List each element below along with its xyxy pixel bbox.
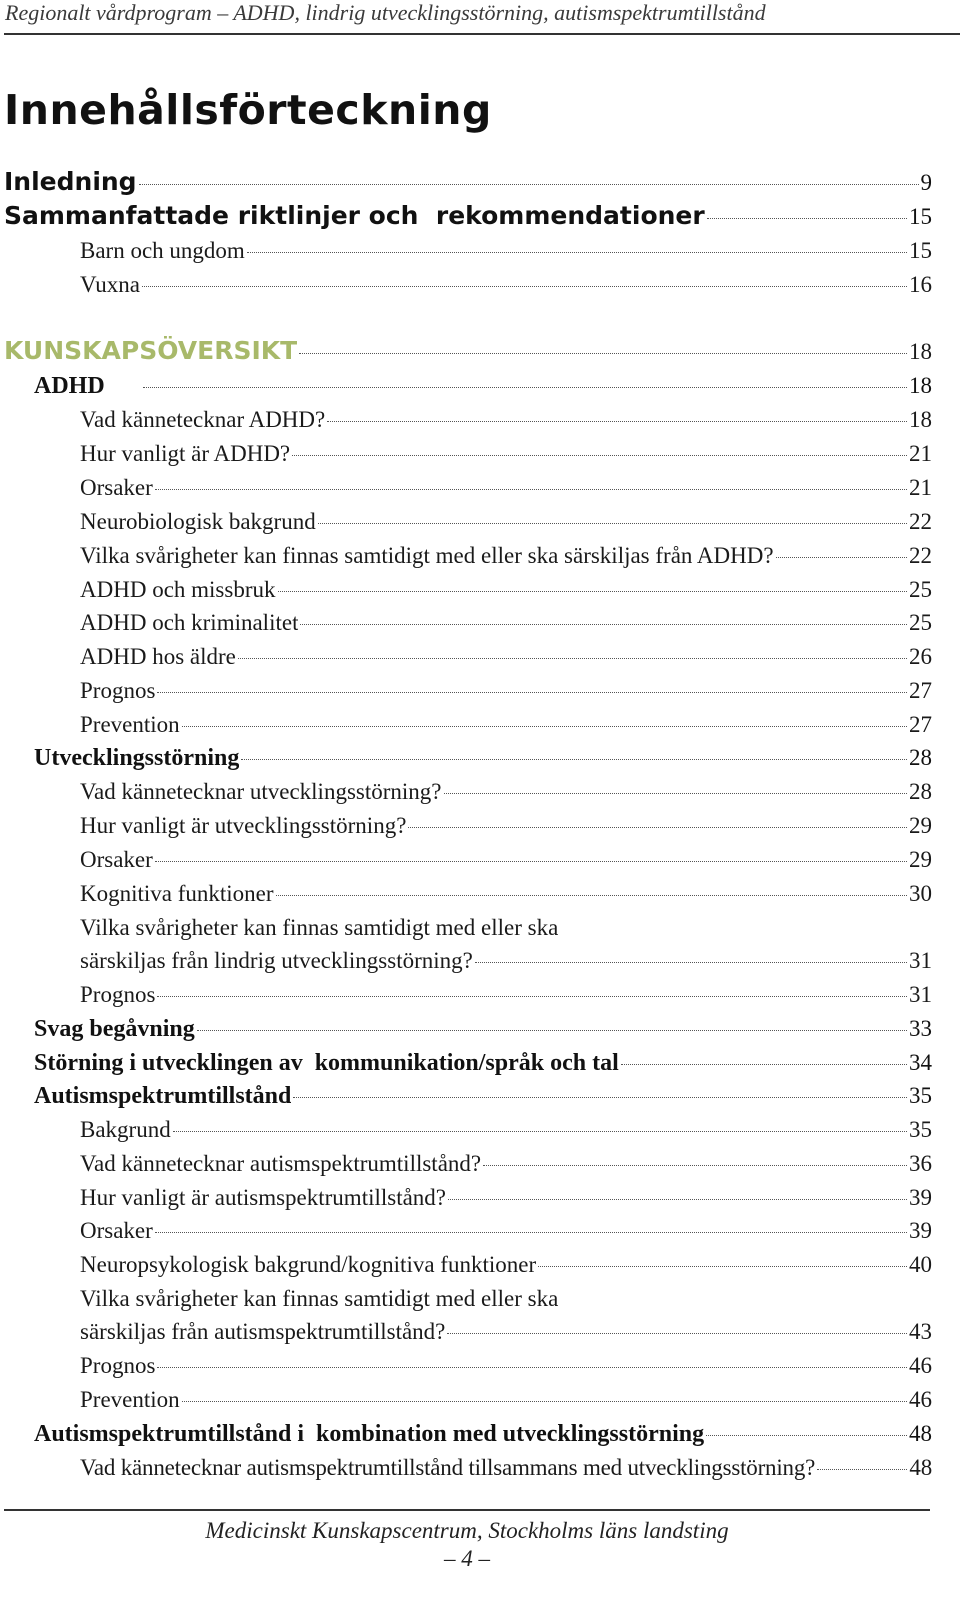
toc-entry-label-line1[interactable]: Vilka svårigheter kan finnas samtidigt med eller ska (80, 1286, 559, 1311)
toc-entry[interactable] (80, 1317, 932, 1347)
toc-entry-label: Vilka svårigheter kan finnas samtidigt med eller ska särskiljas från ADHD? (80, 543, 774, 568)
dot-leader (483, 1165, 907, 1166)
toc-entry[interactable] (80, 1183, 932, 1213)
toc-entry[interactable] (80, 1351, 932, 1381)
toc-entry-label: Kognitiva funktioner (80, 881, 274, 906)
toc-entry-label: Orsaker (80, 1218, 153, 1243)
toc-entry[interactable] (80, 405, 932, 435)
toc-entry-label: Orsaker (80, 847, 153, 872)
dot-leader (139, 184, 919, 185)
toc-entry-label: Barn och ungdom (80, 238, 245, 263)
page-number: – 4 – (444, 1546, 490, 1571)
toc-entry[interactable] (80, 1149, 932, 1179)
dot-leader (327, 421, 907, 422)
dot-leader (318, 523, 907, 524)
toc-entry-page: 46 (909, 1387, 932, 1412)
footer-organization: Medicinskt Kunskapscentrum, Stockholms läns landsting (205, 1518, 729, 1543)
toc-entry-page: 34 (909, 1050, 932, 1075)
toc-entry-page: 28 (909, 779, 932, 804)
toc-entry-label: Vad kännetecknar ADHD? (80, 407, 326, 432)
toc-entry-page: 21 (909, 475, 932, 500)
toc-entry-label: Neurobiologisk bakgrund (80, 509, 316, 534)
toc-entry-label: Autismspektrumtillstånd (34, 1083, 292, 1109)
toc-entry-page: 31 (909, 982, 932, 1007)
toc-entry-page: 36 (909, 1151, 932, 1176)
toc-entry[interactable] (34, 1048, 932, 1078)
toc-entry-page: 28 (909, 745, 932, 770)
toc-entry[interactable] (34, 1014, 932, 1044)
toc-entry[interactable] (80, 845, 932, 875)
toc-entry-page: 48 (909, 1455, 932, 1480)
toc-entry[interactable] (80, 710, 932, 740)
toc-entry-page: 33 (909, 1016, 932, 1041)
toc-entry-page: 25 (909, 577, 932, 602)
toc-entry-page: 46 (909, 1353, 932, 1378)
toc-entry-page: 26 (909, 644, 932, 669)
toc-entry-label: Neuropsykologisk bakgrund/kognitiva funktioner (80, 1252, 537, 1277)
dot-leader (157, 1367, 907, 1368)
dot-leader (197, 1030, 907, 1031)
dot-leader (447, 1333, 907, 1334)
toc-entry-page: 35 (909, 1083, 932, 1108)
toc-entry[interactable] (80, 777, 932, 807)
toc-entry-label: Svag begåvning (34, 1016, 195, 1042)
dot-leader (182, 726, 907, 727)
dot-leader (817, 1469, 907, 1470)
toc-entry-label: Inledning (4, 167, 137, 196)
toc-entry-page: 15 (909, 204, 932, 229)
toc-entry-label: särskiljas från lindrig utvecklingsstörning? (80, 948, 473, 973)
toc-entry-label: Vad kännetecknar utvecklingsstörning? (80, 779, 442, 804)
toc-entry-page: 40 (909, 1252, 932, 1277)
toc-entry-page: 43 (909, 1319, 932, 1344)
toc-entry[interactable] (80, 1385, 932, 1415)
page-title: Innehållsförteckning (4, 86, 492, 134)
toc-entry[interactable] (80, 439, 932, 469)
toc-entry-page: 16 (909, 272, 932, 297)
toc-entry[interactable] (34, 743, 932, 773)
toc-entry-label: Autismspektrumtillstånd i kombination med utvecklingsstörning (34, 1421, 705, 1447)
toc-entry-label: Hur vanligt är ADHD? (80, 441, 291, 466)
dot-leader (155, 489, 907, 490)
toc-entry-page: 27 (909, 712, 932, 737)
toc-entry-label: Prognos (80, 678, 156, 703)
dot-leader (538, 1266, 907, 1267)
toc-entry-page: 30 (909, 881, 932, 906)
toc-entry-label: Vad kännetecknar autismspektrumtillstånd? (80, 1151, 482, 1176)
toc-entry-label-line1[interactable]: Vilka svårigheter kan finnas samtidigt med eller ska (80, 915, 559, 940)
toc-entry-label: Orsaker (80, 475, 153, 500)
dot-leader (706, 1435, 907, 1436)
toc-entry[interactable] (80, 608, 932, 638)
toc-entry[interactable] (80, 980, 932, 1010)
toc-entry-label: KUNSKAPSÖVERSIKT (4, 336, 298, 365)
toc-entry-label: Prevention (80, 712, 180, 737)
toc-entry[interactable] (80, 946, 932, 976)
dot-leader (173, 1131, 907, 1132)
toc-entry-label: ADHD (34, 373, 105, 399)
toc-entry-page: 18 (909, 407, 932, 432)
toc-entry-label: Hur vanligt är autismspektrumtillstånd? (80, 1185, 447, 1210)
dot-leader (292, 455, 907, 456)
toc-entry-page: 9 (920, 170, 932, 195)
toc-entry[interactable] (80, 1115, 932, 1145)
toc-entry-page: 35 (909, 1117, 932, 1142)
dot-leader (293, 1097, 907, 1098)
dot-leader (155, 861, 907, 862)
toc-entry-page: 18 (909, 373, 932, 398)
dot-leader (247, 252, 907, 253)
toc-entry-page: 18 (909, 339, 932, 364)
dot-leader (241, 759, 907, 760)
toc-entry[interactable] (80, 473, 932, 503)
toc-entry[interactable] (80, 642, 932, 672)
dot-leader (143, 387, 907, 388)
dot-leader (278, 591, 908, 592)
footer-divider (4, 1509, 930, 1511)
dot-leader (621, 1064, 907, 1065)
toc-entry-label: särskiljas från autismspektrumtillstånd? (80, 1319, 446, 1344)
toc-entry[interactable] (34, 1419, 932, 1449)
dot-leader (776, 557, 907, 558)
toc-entry[interactable] (80, 1250, 932, 1280)
dot-leader (448, 1199, 907, 1200)
dot-leader (155, 1232, 907, 1233)
dot-leader (238, 658, 907, 659)
toc-entry[interactable] (80, 236, 932, 266)
toc-entry-label: Prognos (80, 1353, 156, 1378)
dot-leader (475, 962, 907, 963)
toc-entry-page: 27 (909, 678, 932, 703)
toc-entry-label: Vad kännetecknar autismspektrumtillstånd tillsammans med utvecklingsstörning? (80, 1455, 816, 1480)
dot-leader (408, 827, 907, 828)
toc-entry[interactable] (80, 1453, 932, 1483)
toc-entry-label: Hur vanligt är utvecklingsstörning? (80, 813, 407, 838)
dot-leader (444, 793, 908, 794)
toc-entry-label: ADHD och missbruk (80, 577, 276, 602)
toc-entry-page: 22 (909, 543, 932, 568)
toc-entry-page: 29 (909, 813, 932, 838)
toc-entry[interactable] (80, 1216, 932, 1246)
toc-entry[interactable] (80, 811, 932, 841)
toc-entry-label: Prognos (80, 982, 156, 1007)
toc-entry-page: 39 (909, 1218, 932, 1243)
toc-entry-page: 29 (909, 847, 932, 872)
toc-entry-page: 22 (909, 509, 932, 534)
dot-leader (276, 895, 907, 896)
toc-entry-page: 25 (909, 610, 932, 635)
toc-entry-page: 48 (909, 1421, 932, 1446)
dot-leader (182, 1401, 907, 1402)
toc-entry[interactable] (80, 541, 932, 571)
toc-entry-label: Bakgrund (80, 1117, 171, 1142)
toc-entry-label: Utvecklingsstörning (34, 745, 240, 771)
toc-entry-page: 31 (909, 948, 932, 973)
dot-leader (157, 692, 907, 693)
toc-entry-page: 39 (909, 1185, 932, 1210)
toc-entry[interactable] (34, 1081, 932, 1111)
toc-entry-label: Vuxna (80, 272, 140, 297)
toc-entry[interactable] (34, 371, 932, 401)
dot-leader (300, 624, 907, 625)
toc-entry[interactable] (4, 201, 932, 231)
toc-entry[interactable] (80, 879, 932, 909)
toc-entry[interactable] (80, 270, 932, 300)
toc-entry-label: ADHD och kriminalitet (80, 610, 299, 635)
dot-leader (707, 218, 907, 219)
dot-leader (299, 353, 907, 354)
running-header: Regionalt vårdprogram – ADHD, lindrig utvecklingsstörning, autismspektrumtillstånd (5, 0, 766, 25)
toc-entry-label: Störning i utvecklingen av kommunikation/språk och tal (34, 1050, 619, 1076)
toc-entry-page: 21 (909, 441, 932, 466)
dot-leader (142, 286, 907, 287)
toc-entry-page: 15 (909, 238, 932, 263)
toc-entry[interactable] (80, 676, 932, 706)
toc-entry-label: Prevention (80, 1387, 180, 1412)
dot-leader (157, 996, 907, 997)
toc-entry[interactable] (80, 575, 932, 605)
toc-entry[interactable] (80, 507, 932, 537)
toc-entry-label: ADHD hos äldre (80, 644, 236, 669)
toc-entry-label: Sammanfattade riktlinjer och rekommendationer (4, 201, 705, 230)
toc-section-heading[interactable] (4, 336, 932, 366)
toc-entry[interactable] (4, 167, 932, 197)
